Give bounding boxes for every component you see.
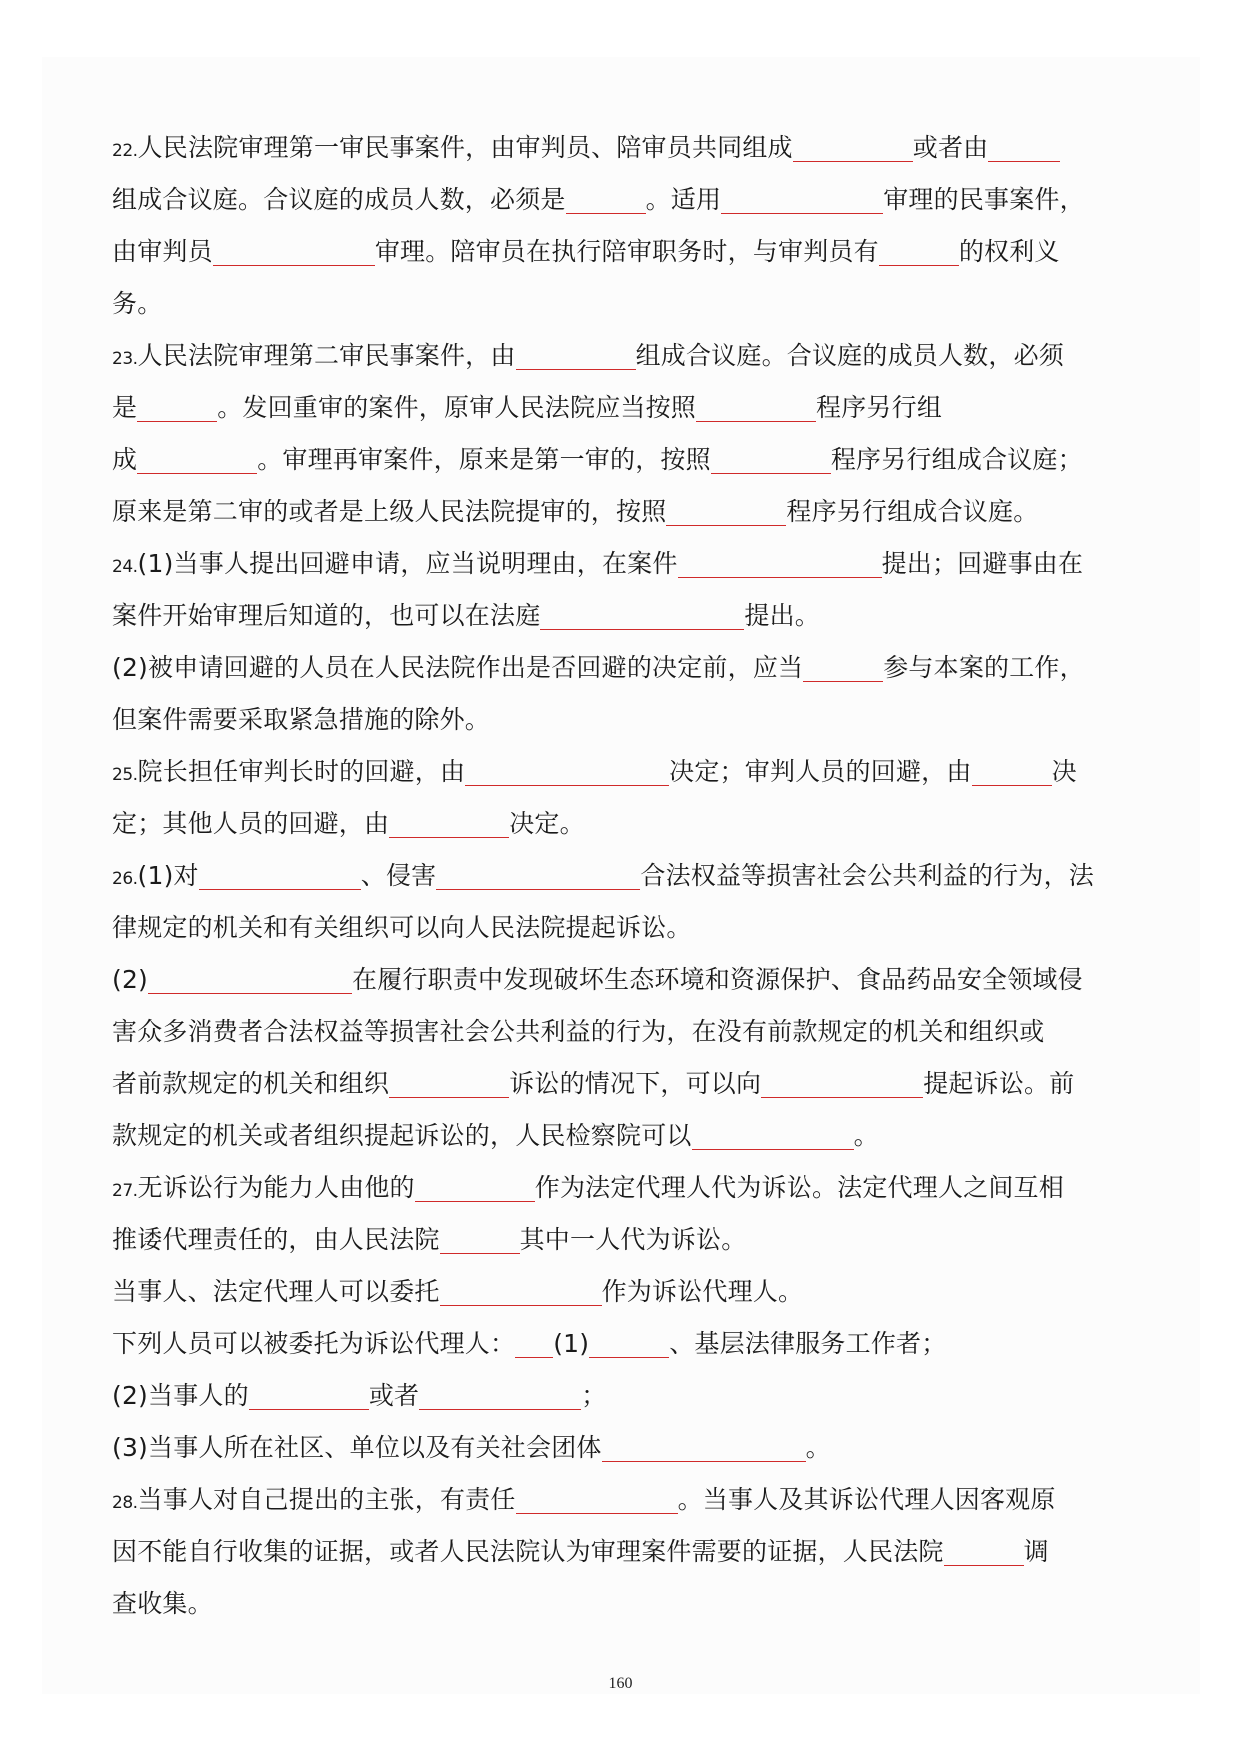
q26-line-5: [112, 1058, 1132, 1110]
text: 案件开始审理后知道的，也可以在法庭: [112, 601, 541, 630]
text: 决: [1051, 757, 1077, 786]
text: (2)当事人的: [112, 1381, 249, 1410]
q28-line-1: [112, 1474, 1132, 1526]
text: 人民法院审理第二审民事案件，由: [137, 341, 516, 370]
text: 人民法院审理第一审民事案件，由审判员、陪审员共同组成: [137, 133, 793, 162]
text: 作为法定代理人代为诉讼。法定代理人之间互相: [534, 1173, 1064, 1202]
text: 查收集。: [112, 1589, 213, 1618]
answer-blank[interactable]: [516, 341, 636, 370]
answer-blank[interactable]: [566, 185, 646, 214]
q24-line-3: [112, 642, 1132, 694]
answer-blank[interactable]: [436, 861, 640, 890]
text: 当事人、法定代理人可以委托: [112, 1277, 440, 1306]
text: 定；其他人员的回避，由: [112, 809, 390, 838]
page-number: 160: [608, 1675, 633, 1692]
answer-blank[interactable]: [440, 1277, 602, 1306]
text: 作为诉讼代理人。: [601, 1277, 804, 1306]
text: 是: [112, 393, 138, 422]
text: 参与本案的工作，: [883, 653, 1085, 682]
answer-blank[interactable]: [199, 861, 361, 890]
text: 款规定的机关或者组织提起诉讼的，人民检察院可以: [112, 1121, 692, 1150]
answer-blank[interactable]: [515, 1329, 553, 1358]
q23-line-2: [112, 382, 1132, 434]
answer-blank[interactable]: [389, 1069, 509, 1098]
answer-blank[interactable]: [137, 393, 217, 422]
answer-blank[interactable]: [666, 497, 786, 526]
text: 务。: [112, 289, 163, 318]
text: 由审判员: [112, 237, 213, 266]
answer-blank[interactable]: [213, 237, 375, 266]
question-number: 26.: [112, 869, 138, 889]
q22-line-4: [112, 278, 1132, 330]
q22-line-1: [112, 122, 1132, 174]
text: 、基层法律服务工作者；: [669, 1329, 947, 1358]
text: 。当事人及其诉讼代理人因客观原: [677, 1485, 1056, 1514]
text: 组成合议庭。合议庭的成员人数，必须: [635, 341, 1064, 370]
answer-blank[interactable]: [602, 1433, 806, 1462]
q27-line-4: [112, 1318, 1132, 1370]
text: 。: [805, 1433, 831, 1462]
text: 提出。: [744, 601, 821, 630]
text: 无诉讼行为能力人由他的: [137, 1173, 415, 1202]
text: 诉讼的情况下，可以向: [509, 1069, 762, 1098]
answer-blank[interactable]: [711, 445, 831, 474]
q22-line-2: [112, 174, 1132, 226]
text: 程序另行组: [816, 393, 943, 422]
answer-blank[interactable]: [419, 1381, 581, 1410]
text: 组成合议庭。合议庭的成员人数，必须是: [112, 185, 566, 214]
q22-line-3: [112, 226, 1132, 278]
text: 提起诉讼。前: [923, 1069, 1075, 1098]
text: 的权利义: [958, 237, 1060, 266]
text: (1)对: [137, 861, 199, 890]
answer-blank[interactable]: [879, 237, 959, 266]
text: (1): [553, 1329, 590, 1358]
q28-line-3: [112, 1578, 1132, 1630]
answer-blank[interactable]: [692, 1121, 854, 1150]
answer-blank[interactable]: [972, 757, 1052, 786]
text: ；: [581, 1381, 607, 1410]
text: 推诿代理责任的，由人民法院: [112, 1225, 440, 1254]
q27-line-6: [112, 1422, 1132, 1474]
question-number: 23.: [112, 349, 138, 369]
text: 程序另行组成合议庭。: [786, 497, 1039, 526]
text: (3)当事人所在社区、单位以及有关社会团体: [112, 1433, 602, 1462]
document-body: [112, 122, 1132, 1630]
text: 。适用: [645, 185, 722, 214]
answer-blank[interactable]: [678, 549, 882, 578]
answer-blank[interactable]: [415, 1173, 535, 1202]
text: 但案件需要采取紧急措施的除外。: [112, 705, 491, 734]
text: 院长担任审判长时的回避，由: [137, 757, 466, 786]
text: 下列人员可以被委托为诉讼代理人：: [112, 1329, 516, 1358]
text: (1)当事人提出回避申请，应当说明理由，在案件: [137, 549, 678, 578]
q26-line-4: [112, 1006, 1132, 1058]
text: 其中一人代为诉讼。: [519, 1225, 747, 1254]
answer-blank[interactable]: [988, 133, 1060, 162]
text: (2): [112, 965, 149, 994]
text: 决定；审判人员的回避，由: [669, 757, 972, 786]
q23-line-4: [112, 486, 1132, 538]
question-number: 25.: [112, 765, 138, 785]
answer-blank[interactable]: [249, 1381, 369, 1410]
answer-blank[interactable]: [440, 1225, 520, 1254]
text: 在履行职责中发现破坏生态环境和资源保护、食品药品安全领域侵: [352, 965, 1083, 994]
text: 合法权益等损害社会公共利益的行为，法: [640, 861, 1094, 890]
answer-blank[interactable]: [944, 1537, 1024, 1566]
text: 、侵害: [360, 861, 437, 890]
answer-blank[interactable]: [803, 653, 883, 682]
q27-line-1: [112, 1162, 1132, 1214]
q26-line-1: [112, 850, 1132, 902]
q25-line-2: [112, 798, 1132, 850]
q24-line-1: [112, 538, 1132, 590]
q28-line-2: [112, 1526, 1132, 1578]
answer-blank[interactable]: [540, 601, 744, 630]
text: 。发回重审的案件，原审人民法院应当按照: [217, 393, 697, 422]
text: 害众多消费者合法权益等损害社会公共利益的行为，在没有前款规定的机关和组织或: [112, 1017, 1045, 1046]
question-number: 22.: [112, 141, 138, 161]
text: 审理。陪审员在执行陪审职务时，与审判员有: [374, 237, 879, 266]
question-number: 28.: [112, 1493, 138, 1513]
answer-blank[interactable]: [761, 1069, 923, 1098]
answer-blank[interactable]: [696, 393, 816, 422]
text: 或者由: [912, 133, 989, 162]
text: 因不能自行收集的证据，或者人民法院认为审理案件需要的证据，人民法院: [112, 1537, 944, 1566]
q26-line-6: [112, 1110, 1132, 1162]
answer-blank[interactable]: [389, 809, 509, 838]
answer-blank[interactable]: [589, 1329, 669, 1358]
text: 调: [1023, 1537, 1049, 1566]
q24-line-4: [112, 694, 1132, 746]
q27-line-5: [112, 1370, 1132, 1422]
answer-blank[interactable]: [465, 757, 669, 786]
text: 原来是第二审的或者是上级人民法院提审的，按照: [112, 497, 667, 526]
text: 。审理再审案件，原来是第一审的，按照: [257, 445, 711, 474]
answer-blank[interactable]: [148, 965, 352, 994]
answer-blank[interactable]: [516, 1485, 678, 1514]
text: 者前款规定的机关和组织: [112, 1069, 390, 1098]
q26-line-2: [112, 902, 1132, 954]
q23-line-3: [112, 434, 1132, 486]
q27-line-3: [112, 1266, 1132, 1318]
text: 。: [853, 1121, 879, 1150]
q26-line-3: [112, 954, 1132, 1006]
answer-blank[interactable]: [793, 133, 913, 162]
text: 成: [112, 445, 138, 474]
text: (2)被申请回避的人员在人民法院作出是否回避的决定前，应当: [112, 653, 804, 682]
text: 审理的民事案件，: [883, 185, 1085, 214]
q24-line-2: [112, 590, 1132, 642]
text: 或者: [368, 1381, 420, 1410]
q27-line-2: [112, 1214, 1132, 1266]
text: 提出；回避事由在: [881, 549, 1084, 578]
text: 当事人对自己提出的主张，有责任: [137, 1485, 516, 1514]
q23-line-1: [112, 330, 1132, 382]
text: 决定。: [509, 809, 585, 838]
text: 律规定的机关和有关组织可以向人民法院提起诉讼。: [112, 913, 692, 942]
answer-blank[interactable]: [721, 185, 883, 214]
question-number: 27.: [112, 1181, 138, 1201]
answer-blank[interactable]: [137, 445, 257, 474]
question-number: 24.: [112, 557, 138, 577]
q25-line-1: [112, 746, 1132, 798]
text: 程序另行组成合议庭；: [830, 445, 1083, 474]
